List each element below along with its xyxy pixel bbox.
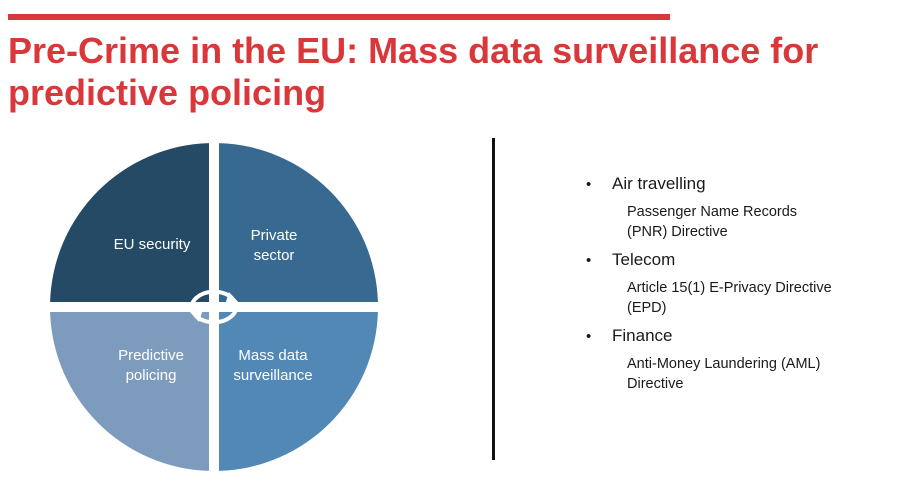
sector-detail <box>627 349 886 396</box>
sector-item <box>586 324 886 396</box>
bullet-icon: • <box>586 176 592 193</box>
sector-heading: Air travelling <box>612 174 706 193</box>
sector-detail-line: (EPD) <box>627 300 667 316</box>
sector-heading: Finance <box>612 326 673 345</box>
sector-heading: Telecom <box>612 250 676 269</box>
bullet-icon: • <box>586 252 592 269</box>
sector-heading-row <box>586 324 886 349</box>
quadrant-predictive-policing-label: Predictive policing <box>118 347 184 384</box>
quadrant-private-sector-label: Private sector <box>250 227 298 264</box>
sector-detail-line: Article 15(1) E-Privacy Directive <box>627 280 832 296</box>
quadrant-predictive-policing <box>50 312 209 471</box>
sector-detail-line: Passenger Name Records <box>627 204 798 220</box>
cycle-diagram <box>49 142 379 472</box>
quadrant-mass-data-surveillance-label: Mass data surveillance <box>233 347 313 384</box>
sector-list <box>586 172 886 400</box>
quadrant-mass-data-surveillance <box>219 312 378 471</box>
sector-detail-line: Directive <box>627 376 684 392</box>
sector-detail <box>627 197 886 244</box>
slide-title: Pre-Crime in the EU: Mass data surveillance for predictive policing <box>8 30 819 113</box>
vertical-divider <box>492 138 495 460</box>
sector-heading-row <box>586 248 886 273</box>
sector-item <box>586 172 886 244</box>
quadrant-eu-security <box>50 143 209 302</box>
quadrant-eu-security-label: EU security <box>113 236 191 253</box>
sector-detail-line: Anti-Money Laundering (AML) <box>627 356 821 372</box>
quadrant-private-sector <box>219 143 378 302</box>
sector-detail-line: (PNR) Directive <box>627 224 728 240</box>
sector-detail <box>627 273 886 320</box>
cycle-svg <box>49 142 379 472</box>
sector-item <box>586 248 886 320</box>
sector-heading-row <box>586 172 886 197</box>
bullet-icon: • <box>586 328 592 345</box>
accent-bar <box>8 14 670 20</box>
